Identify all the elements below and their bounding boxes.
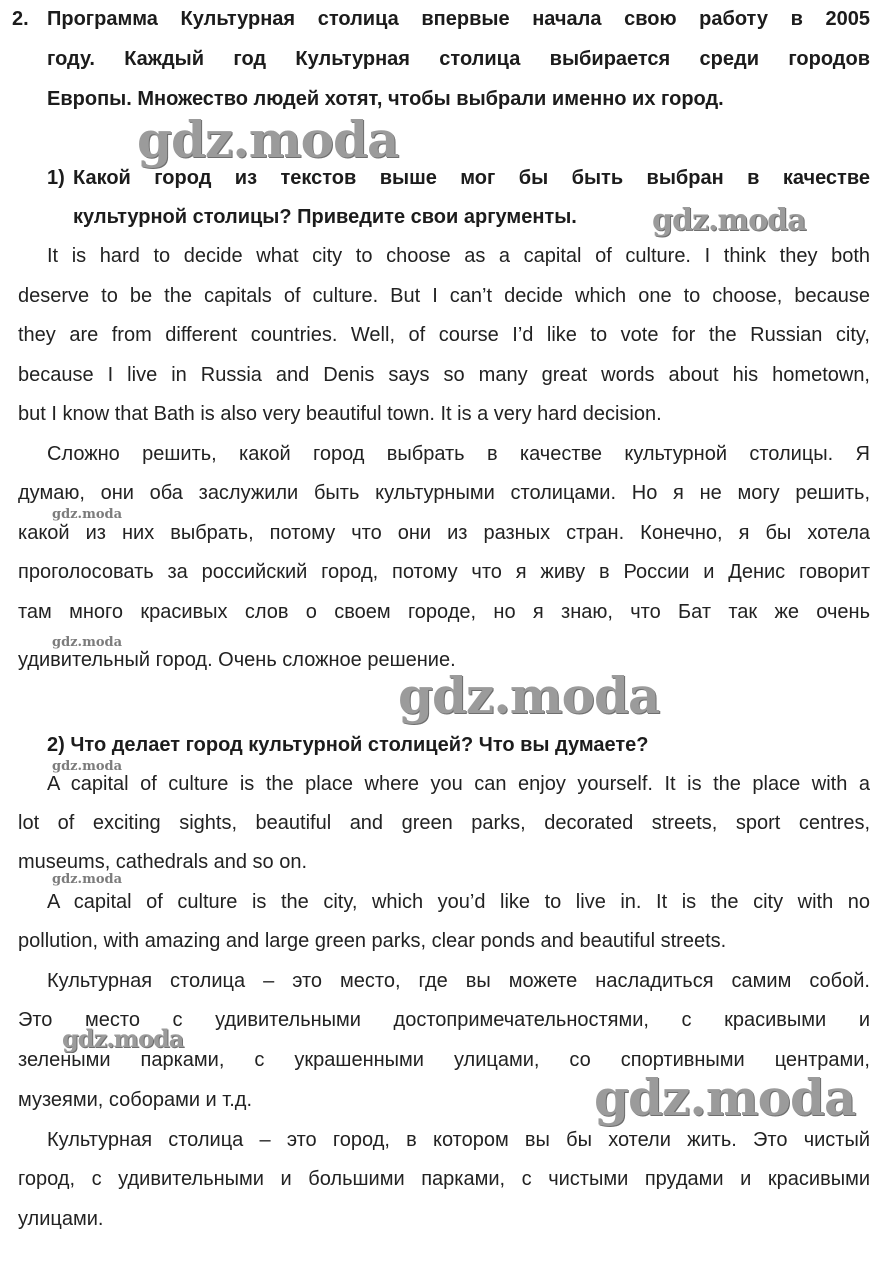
question-1-line: Какой город из текстов выше мог бы быть выбран в качестве	[73, 167, 870, 189]
watermark: gdz.moda	[62, 1024, 184, 1053]
watermark: gdz.moda	[52, 759, 123, 774]
answer-line: Культурная столица – это город, в котором вы бы хотели жить. Это чистый	[47, 1129, 870, 1151]
answer-line: but I know that Bath is also very beautiful town. It is a very hard decision.	[18, 403, 662, 425]
answer-line: думаю, они оба заслужили быть культурными столицами. Но я не могу решить,	[18, 482, 870, 504]
task-line: Европы. Множество людей хотят, чтобы выбрали именно их город.	[47, 88, 724, 110]
answer-line: pollution, with amazing and large green parks, clear ponds and beautiful streets.	[18, 930, 727, 952]
watermark: gdz.moda	[398, 666, 660, 725]
answer-line: lot of exciting sights, beautiful and green parks, decorated streets, sport centres,	[18, 812, 870, 834]
answer-line: It is hard to decide what city to choose as a capital of culture. I think they both	[47, 245, 870, 267]
answer-line: Культурная столица – это место, где вы можете насладиться самим собой.	[47, 970, 870, 992]
question-1-number: 1)	[47, 167, 65, 189]
task-line: году. Каждый год Культурная столица выбирается среди городов	[47, 48, 870, 70]
answer-line: A capital of culture is the city, which you’d like to live in. It is the city with no	[47, 891, 870, 913]
answer-line: deserve to be the capitals of culture. But I can’t decide which one to choose, because	[18, 285, 870, 307]
answer-line: город, с удивительными и большими парками, с чистыми прудами и красивыми	[18, 1168, 870, 1190]
answer-line: удивительный город. Очень сложное решение.	[18, 649, 456, 671]
answer-line: музеями, соборами и т.д.	[18, 1089, 253, 1111]
watermark: gdz.moda	[137, 110, 399, 169]
answer-line: улицами.	[18, 1208, 104, 1230]
question-2	[47, 733, 649, 757]
question-2-number: 2)	[47, 734, 65, 756]
question-2-text: Что делает город культурной столицей? Что вы думаете?	[70, 734, 649, 756]
watermark: gdz.moda	[52, 635, 123, 650]
answer-line: Это место с удивительными достопримечательностями, с красивыми и	[18, 1009, 870, 1031]
answer-line: Сложно решить, какой город выбрать в качестве культурной столицы. Я	[47, 443, 870, 465]
answer-line: because I live in Russia and Denis says so many great words about his hometown,	[18, 364, 870, 386]
task-number: 2.	[12, 8, 29, 30]
watermark: gdz.moda	[52, 872, 123, 887]
answer-line: проголосовать за российский город, потому что я живу в России и Денис говорит	[18, 561, 870, 583]
answer-line: там много красивых слов о своем городе, но я знаю, что Бат так же очень	[18, 601, 870, 623]
answer-line: какой из них выбрать, потому что они из разных стран. Конечно, я бы хотела	[18, 522, 870, 544]
watermark: gdz.moda	[52, 507, 123, 522]
question-1-line: культурной столицы? Приведите свои аргументы.	[73, 206, 577, 228]
watermark: gdz.moda	[594, 1068, 856, 1127]
watermark: gdz.moda	[652, 203, 806, 238]
answer-line: they are from different countries. Well, of course I’d like to vote for the Russian city,	[18, 324, 870, 346]
answer-line: museums, cathedrals and so on.	[18, 851, 308, 873]
answer-line: A capital of culture is the place where you can enjoy yourself. It is the place with a	[47, 773, 870, 795]
task-line: Программа Культурная столица впервые начала свою работу в 2005	[47, 8, 870, 30]
answer-line: зелеными парками, с украшенными улицами, со спортивными центрами,	[18, 1049, 870, 1071]
